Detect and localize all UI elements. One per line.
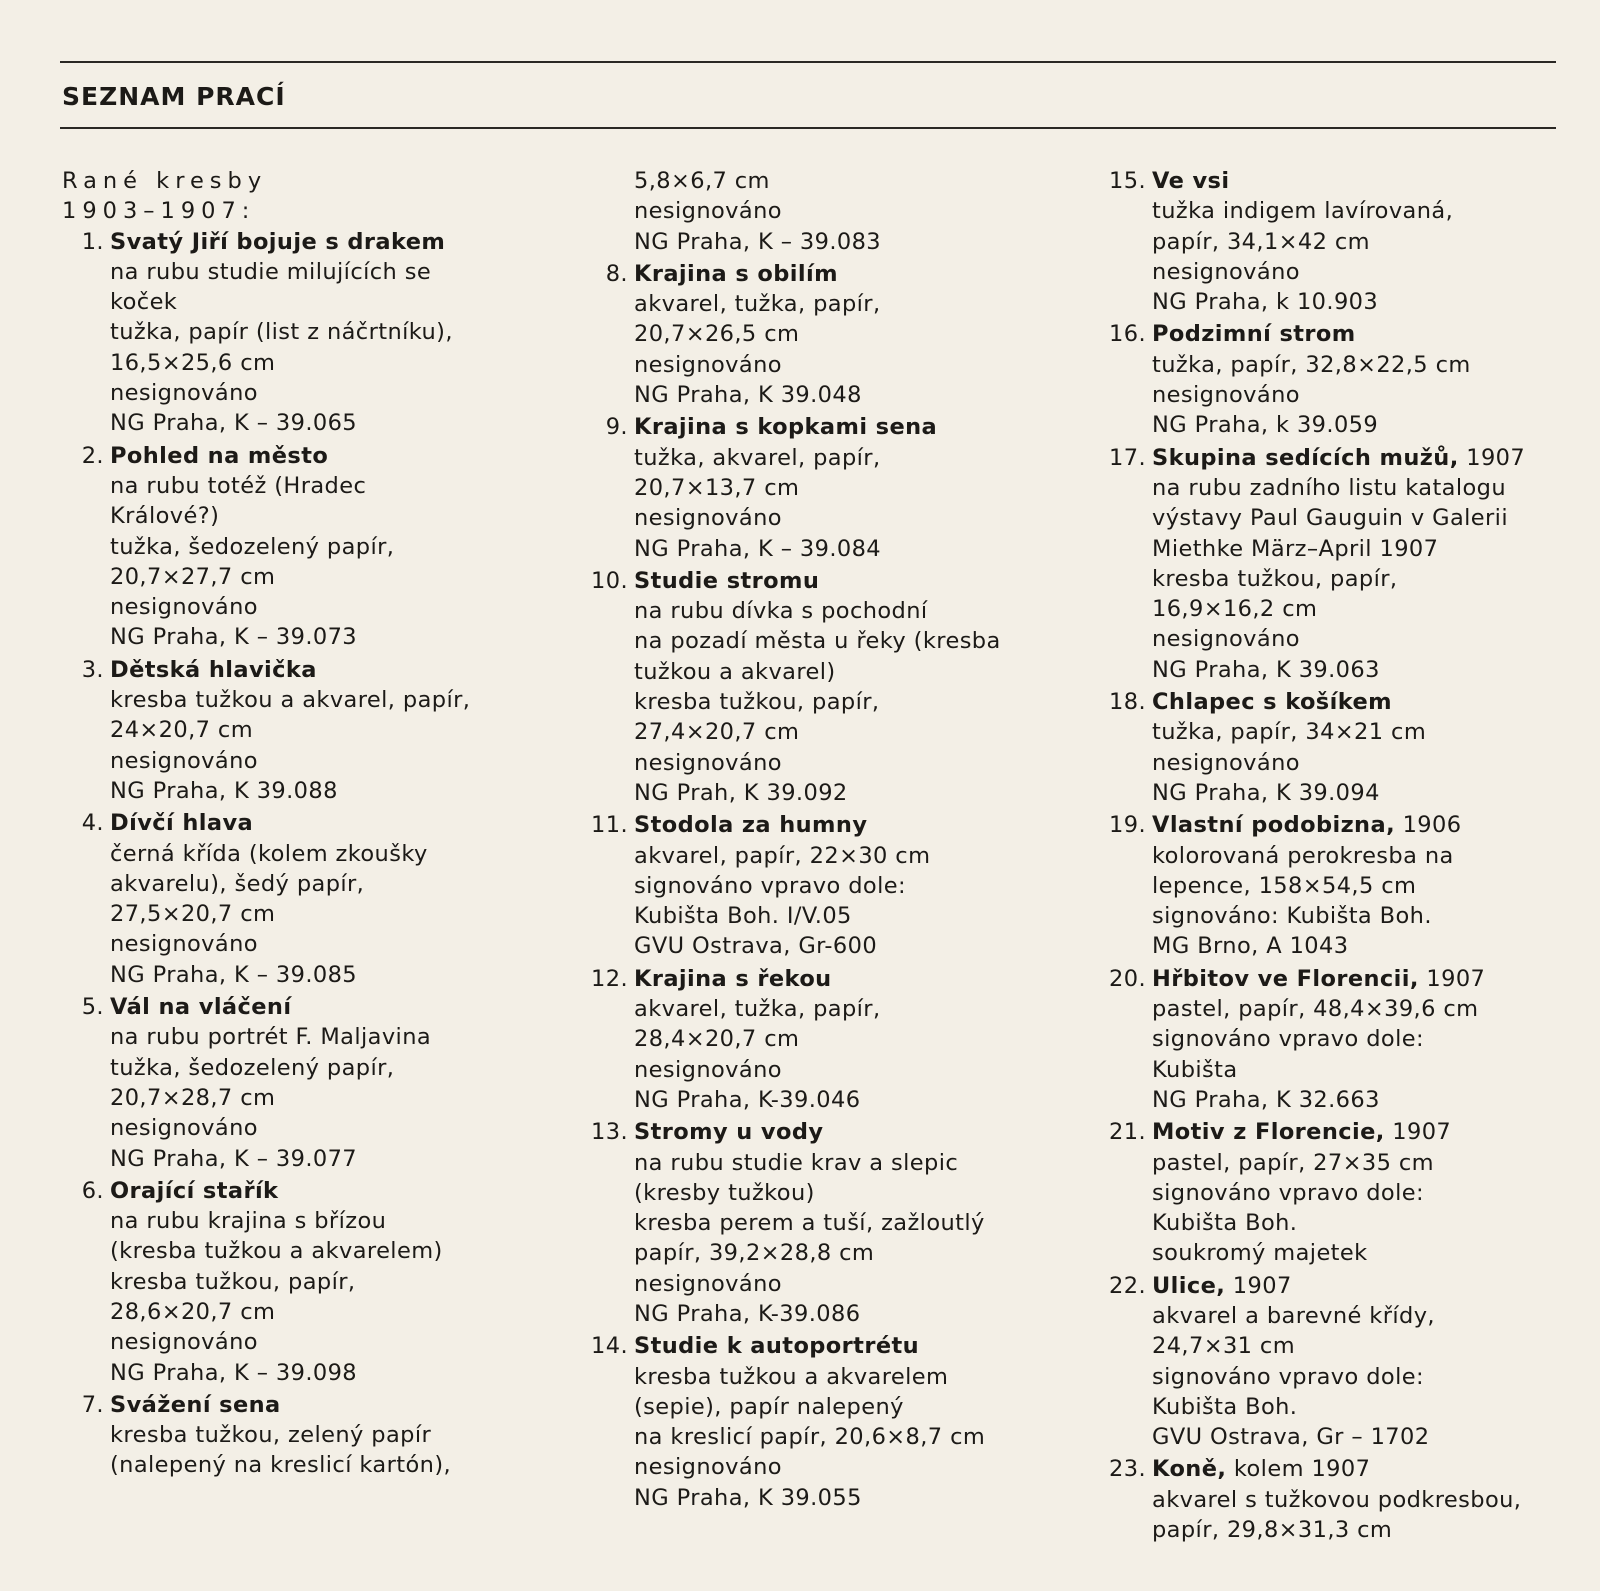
catalogue-entry	[1104, 1271, 1574, 1453]
catalogue-entry	[62, 227, 532, 439]
entry-detail-line: nesignováno	[634, 1454, 782, 1481]
entry-detail-line: nesignováno	[1152, 382, 1300, 409]
column-2	[586, 166, 1046, 1515]
entry-detail-line: kresba perem a tuší, zažloutlý	[634, 1210, 985, 1237]
entry-number: 2.	[81, 442, 104, 469]
entry-date: 1907	[1418, 965, 1486, 992]
entry-detail-line: kresba tužkou a akvarel, papír,	[110, 687, 471, 714]
entry-number: 13.	[591, 1119, 628, 1146]
entry-detail-line: akvarel a barevné křídy,	[1152, 1302, 1435, 1329]
entry-detail-line: Kubišta Boh.	[1152, 1393, 1298, 1420]
entry-title: Motiv z Florencie,	[1152, 1119, 1385, 1146]
entry-detail-line: na rubu portrét F. Maljavina	[110, 1024, 432, 1051]
entry-detail-line: nesignováno	[634, 1056, 782, 1083]
entry-detail-line: tužka, papír, 34×21 cm	[1152, 719, 1427, 746]
entry-title: Dívčí hlava	[110, 810, 254, 837]
catalogue-entry	[586, 964, 1046, 1115]
entry-number: 10.	[591, 567, 628, 594]
entry-detail-line: na rubu krajina s břízou	[110, 1208, 387, 1235]
entry-heading	[1152, 1454, 1574, 1484]
entry-detail-line: tužka, šedozelený papír,	[110, 1054, 395, 1081]
entry-detail-line: na rubu studie krav a slepic	[634, 1149, 959, 1176]
entry-heading	[1152, 443, 1574, 473]
entry-detail-line: 24×20,7 cm	[110, 717, 254, 744]
entry-number: 15.	[1109, 168, 1146, 194]
entry-detail-line: (kresby tužkou)	[634, 1179, 815, 1206]
entry-heading	[634, 566, 1046, 596]
entry-number: 19.	[1109, 812, 1146, 839]
entry-date: 1907	[1225, 1272, 1292, 1299]
entry-detail-line: pastel, papír, 48,4×39,6 cm	[1152, 996, 1479, 1023]
entry-title: Koně,	[1152, 1456, 1227, 1483]
entry-detail-line: kresba tužkou, papír,	[110, 1268, 356, 1295]
entry-detail-line: 24,7×31 cm	[1152, 1333, 1296, 1360]
entry-title: Stromy u vody	[634, 1119, 824, 1146]
entry-heading	[634, 964, 1046, 994]
entry-detail-line: akvarel, tužka, papír,	[634, 996, 881, 1023]
entry-number: 18.	[1109, 689, 1146, 716]
entry-detail-line: kresba tužkou, zelený papír	[110, 1422, 432, 1449]
entry-detail-line: nesignováno	[110, 931, 258, 958]
entry-detail-line: papír, 29,8×31,3 cm	[1152, 1517, 1393, 1544]
entry-heading	[110, 441, 532, 471]
entry-number: 5.	[81, 994, 104, 1021]
entry-heading	[110, 655, 532, 685]
entry-title: Studie stromu	[634, 567, 820, 594]
catalogue-entry	[62, 808, 532, 990]
entry-number: 21.	[1109, 1119, 1146, 1146]
entry-detail-line: papír, 39,2×28,8 cm	[634, 1240, 875, 1267]
entry-heading	[110, 1176, 532, 1206]
entry-detail-line: tužka, papír, 32,8×22,5 cm	[1152, 351, 1471, 378]
entry-title: Ve vsi	[1152, 168, 1230, 194]
catalogue-entry	[62, 655, 532, 806]
entry-detail-line: na kreslicí papír, 20,6×8,7 cm	[634, 1424, 986, 1451]
page-heading: SEZNAM PRACÍ	[62, 82, 286, 111]
catalogue-entry	[62, 441, 532, 653]
entry-heading	[1152, 319, 1574, 349]
entry-detail-line: nesignováno	[634, 1270, 782, 1297]
entry-detail-line: papír, 34,1×42 cm	[1152, 228, 1370, 255]
entry-detail-line: kresba tužkou, papír,	[634, 689, 880, 716]
entry-detail-line: NG Praha, K 39.094	[1152, 779, 1380, 806]
entry-detail-line: tužka, akvarel, papír,	[634, 444, 881, 471]
entry-detail-line: na rubu studie milujících se	[110, 258, 432, 285]
entry-heading	[634, 1331, 1046, 1361]
entry-number: 8.	[605, 260, 628, 287]
entry-detail-line: nesignováno	[110, 1115, 258, 1142]
catalogue-entry	[586, 259, 1046, 410]
entry-detail-line: akvarel, papír, 22×30 cm	[634, 842, 931, 869]
entry-detail-line: nesignováno	[110, 594, 258, 621]
section-title	[62, 166, 532, 227]
entry-detail-line: akvarel, tužka, papír,	[634, 291, 881, 318]
entry-detail-line: Králové?)	[110, 503, 220, 530]
entry-title: Svatý Jiří bojuje s drakem	[110, 228, 446, 255]
entry-title: Krajina s obilím	[634, 260, 838, 287]
entry-detail-line: NG Praha, K – 39.084	[634, 535, 882, 562]
entry-detail-line: nesignováno	[634, 749, 782, 776]
catalogue-entry	[1104, 810, 1574, 961]
catalogue-entry	[1104, 443, 1574, 685]
entry-detail-line: (kresba tužkou a akvarelem)	[110, 1238, 443, 1265]
entry-detail-line: (sepie), papír nalepený	[634, 1393, 904, 1420]
entry-detail-line: kresba tužkou, papír,	[1152, 565, 1398, 592]
entry-detail-line: signováno vpravo dole:	[1152, 1363, 1424, 1390]
entry-detail-line: NG Praha, K 32.663	[1152, 1086, 1380, 1113]
entry-number: 16.	[1109, 321, 1146, 348]
entry-detail-line: nesignováno	[1152, 258, 1300, 285]
heading-rule	[60, 127, 1556, 129]
entry-date: kolem 1907	[1226, 1456, 1371, 1483]
entry-heading	[634, 1117, 1046, 1147]
entry-heading	[634, 412, 1046, 442]
entry-detail-line: NG Praha, K 39.063	[1152, 656, 1380, 683]
entry-date: 1907	[1384, 1119, 1452, 1146]
entry-detail-line: 27,5×20,7 cm	[110, 901, 276, 928]
entry-heading	[110, 1390, 532, 1420]
entry-detail-line: tužka indigem lavírovaná,	[1152, 198, 1454, 225]
entry-heading	[110, 227, 532, 257]
entry-detail-line: 27,4×20,7 cm	[634, 719, 800, 746]
entry-detail-line: nesignováno	[110, 747, 258, 774]
entry-number: 11.	[591, 812, 628, 839]
entry-number: 1.	[81, 228, 104, 255]
entry-title: Studie k autoportrétu	[634, 1333, 920, 1360]
entry-detail-line: signováno: Kubišta Boh.	[1152, 903, 1432, 930]
catalogue-entry	[586, 566, 1046, 808]
entry-detail-line: GVU Ostrava, Gr-600	[634, 933, 878, 960]
entry-number: 3.	[81, 656, 104, 683]
entry-detail-line: výstavy Paul Gauguin v Galerii	[1152, 505, 1508, 532]
section-title-line: Rané kresby	[62, 168, 268, 194]
catalogue-entry	[62, 992, 532, 1174]
entry-detail-line: 16,9×16,2 cm	[1152, 596, 1318, 623]
entry-heading	[1152, 1271, 1574, 1301]
entry-number: 20.	[1109, 965, 1146, 992]
entry-title: Svážení sena	[110, 1391, 281, 1418]
entry-detail-line: tužka, papír (list z náčrtníku),	[110, 319, 453, 346]
entry-detail-line: signováno vpravo dole:	[1152, 1026, 1424, 1053]
entry-detail-line: NG Praha, K – 39.083	[634, 228, 882, 255]
catalogue-entry	[1104, 1454, 1574, 1545]
catalogue-entry	[586, 810, 1046, 961]
catalogue-entry	[62, 1176, 532, 1388]
entry-detail-line: akvarelu), šedý papír,	[110, 870, 365, 897]
entry-title: Orající stařík	[110, 1177, 279, 1204]
continued-entry	[586, 166, 1046, 257]
entry-detail-line: GVU Ostrava, Gr – 1702	[1152, 1424, 1430, 1451]
entry-detail-line: akvarel s tužkovou podkresbou,	[1152, 1486, 1522, 1513]
entry-detail-line: NG Praha, K – 39.073	[110, 624, 358, 651]
entry-detail-line: soukromý majetek	[1152, 1240, 1368, 1267]
entry-title: Dětská hlavička	[110, 656, 317, 683]
entry-detail-line: Kubišta Boh. I/V.05	[634, 903, 852, 930]
entry-title: Hřbitov ve Florencii,	[1152, 965, 1419, 992]
entry-detail-line: na rubu totéž (Hradec	[110, 472, 367, 499]
entry-detail-line: NG Praha, K-39.046	[634, 1086, 861, 1113]
entry-detail-line: NG Praha, K – 39.065	[110, 410, 358, 437]
section-title-line: 1903–1907:	[62, 198, 256, 225]
entry-title: Pohled na město	[110, 442, 329, 469]
entry-detail-line: černá křída (kolem zkoušky	[110, 840, 428, 867]
entry-detail-line: nesignováno	[634, 351, 782, 378]
entry-detail-line: 28,6×20,7 cm	[110, 1298, 276, 1325]
catalogue-entry	[62, 1390, 532, 1481]
entry-detail-line: (nalepený na kreslicí kartón),	[110, 1452, 452, 1479]
entry-title: Podzimní strom	[1152, 321, 1356, 348]
entry-number: 9.	[605, 414, 628, 441]
entry-title: Chlapec s košíkem	[1152, 689, 1392, 716]
entry-number: 22.	[1109, 1272, 1146, 1299]
catalogue-entry	[586, 412, 1046, 563]
entry-detail-line: koček	[110, 289, 178, 316]
entry-detail-line: lepence, 158×54,5 cm	[1152, 872, 1417, 899]
entry-detail-line: 20,7×26,5 cm	[634, 321, 800, 348]
entry-heading	[1152, 687, 1574, 717]
entry-detail-line: nesignováno	[110, 1329, 258, 1356]
entry-title: Skupina sedících mužů,	[1152, 444, 1459, 471]
catalogue-entry	[1104, 166, 1574, 317]
entry-detail-line: na rubu dívka s pochodní	[634, 598, 928, 625]
entry-detail-line: na pozadí města u řeky (kresba	[634, 628, 1001, 655]
catalogue-entry	[586, 1331, 1046, 1513]
entry-title: Vál na vláčení	[110, 994, 292, 1021]
entry-detail-line: NG Praha, K 39.055	[634, 1484, 862, 1511]
entry-detail-line: 20,7×13,7 cm	[634, 474, 800, 501]
entry-number: 4.	[81, 810, 104, 837]
entry-detail-line: Kubišta Boh.	[1152, 1210, 1298, 1237]
entry-detail-line: Miethke März–April 1907	[1152, 535, 1439, 562]
catalogue-entry	[1104, 1117, 1574, 1268]
entry-detail-line: signováno vpravo dole:	[634, 872, 906, 899]
top-rule	[60, 61, 1556, 63]
entry-detail-line: NG Prah, K 39.092	[634, 779, 848, 806]
column-1	[62, 166, 532, 1483]
catalogue-entry	[1104, 319, 1574, 440]
entry-detail-line: NG Praha, K – 39.085	[110, 961, 358, 988]
entry-detail-line: tužkou a akvarel)	[634, 658, 836, 685]
entry-date: 1907	[1458, 444, 1526, 471]
entry-detail-line: MG Brno, A 1043	[1152, 933, 1349, 960]
entry-heading	[634, 259, 1046, 289]
entry-number: 23.	[1109, 1456, 1146, 1483]
entry-detail-line: NG Praha, K 39.088	[110, 777, 338, 804]
entry-number: 12.	[591, 965, 628, 992]
entry-heading	[1152, 964, 1574, 994]
entry-title: Vlastní podobizna,	[1152, 812, 1396, 839]
catalogue-entry	[1104, 687, 1574, 808]
entry-detail-line: 20,7×27,7 cm	[110, 563, 276, 590]
entry-number: 6.	[81, 1177, 104, 1204]
entry-title: Ulice,	[1152, 1272, 1226, 1299]
entry-detail-line: nesignováno	[110, 380, 258, 407]
entry-detail-line: nesignováno	[634, 505, 782, 532]
entry-date: 1906	[1395, 812, 1462, 839]
entry-detail-line: tužka, šedozelený papír,	[110, 533, 395, 560]
entry-detail-line: NG Praha, K – 39.077	[110, 1145, 358, 1172]
entry-heading	[110, 808, 532, 838]
entry-heading	[1152, 1117, 1574, 1147]
entry-detail-line: 16,5×25,6 cm	[110, 349, 276, 376]
entry-heading	[634, 810, 1046, 840]
catalogue-entry	[1104, 964, 1574, 1115]
entry-detail-line: kresba tužkou a akvarelem	[634, 1363, 949, 1390]
entry-heading	[1152, 166, 1574, 196]
entry-heading	[110, 992, 532, 1022]
entry-title: Stodola za humny	[634, 812, 868, 839]
entry-detail-line: NG Praha, k 39.059	[1152, 412, 1379, 439]
entry-detail-line: nesignováno	[1152, 749, 1300, 776]
entry-number: 7.	[81, 1391, 104, 1418]
entry-detail-line: 5,8×6,7 cm	[634, 168, 770, 194]
entry-detail-line: NG Praha, K 39.048	[634, 382, 862, 409]
entry-heading	[1152, 810, 1574, 840]
entry-detail-line: Kubišta	[1152, 1056, 1238, 1083]
entry-detail-line: 20,7×28,7 cm	[110, 1084, 276, 1111]
entry-title: Krajina s řekou	[634, 965, 832, 992]
entry-title: Krajina s kopkami sena	[634, 414, 938, 441]
entry-number: 14.	[591, 1333, 628, 1360]
entry-detail-line: nesignováno	[634, 198, 782, 225]
entry-detail-line: 28,4×20,7 cm	[634, 1026, 800, 1053]
catalogue-entry	[586, 1117, 1046, 1329]
entry-detail-line: NG Praha, k 10.903	[1152, 289, 1379, 316]
entry-detail-line: signováno vpravo dole:	[1152, 1179, 1424, 1206]
entry-detail-line: NG Praha, K-39.086	[634, 1300, 861, 1327]
entry-detail-line: nesignováno	[1152, 626, 1300, 653]
entry-number: 17.	[1109, 444, 1146, 471]
entry-detail-line: na rubu zadního listu katalogu	[1152, 474, 1507, 501]
entry-detail-line: NG Praha, K – 39.098	[110, 1359, 358, 1386]
entry-detail-line: kolorovaná perokresba na	[1152, 842, 1454, 869]
column-3	[1104, 166, 1574, 1547]
entry-detail-line: pastel, papír, 27×35 cm	[1152, 1149, 1434, 1176]
